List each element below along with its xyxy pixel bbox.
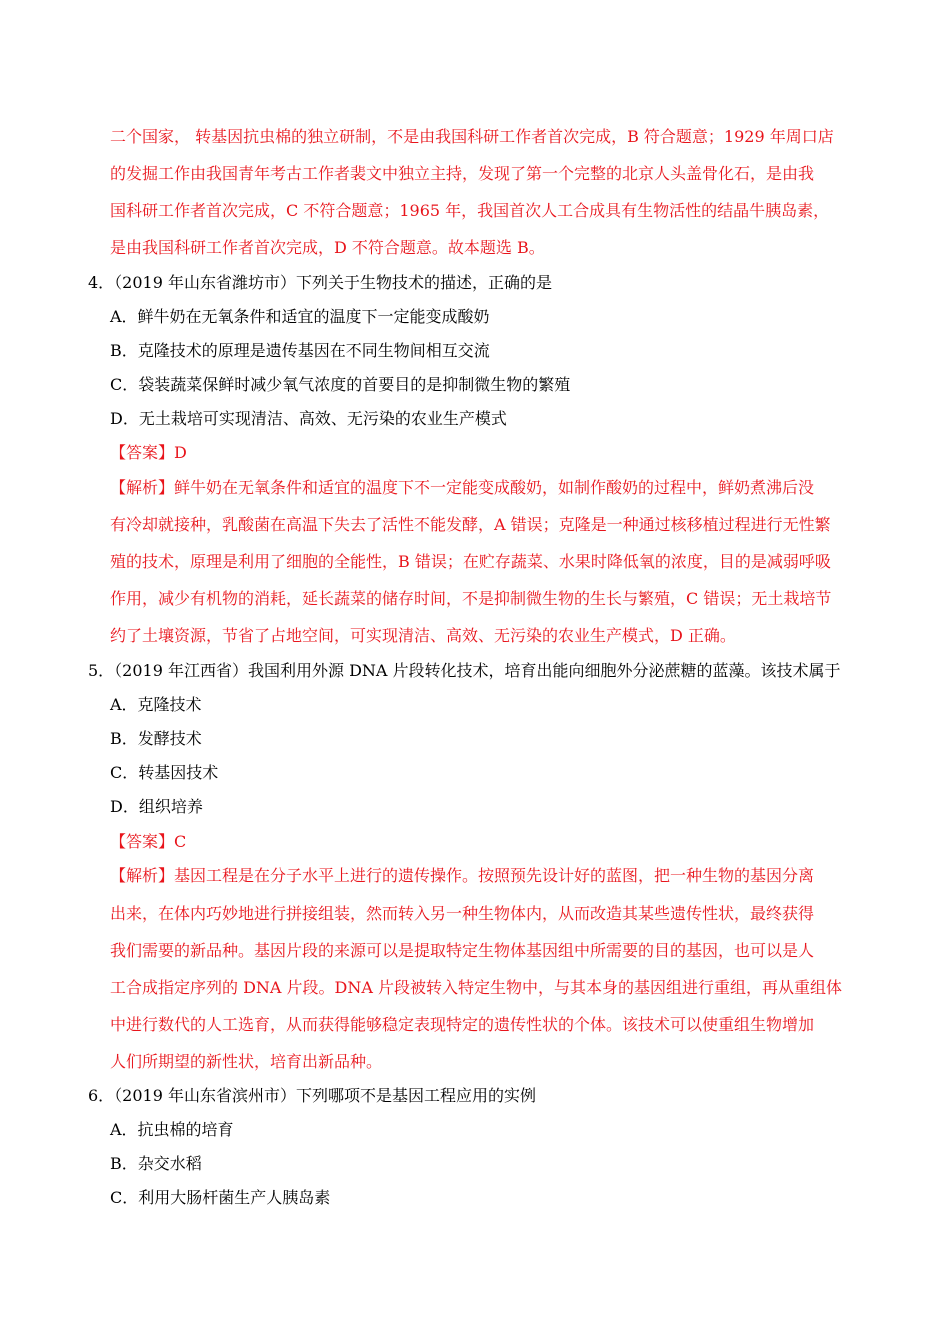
question-4-option-c: C．袋装蔬菜保鲜时减少氧气浓度的首要目的是抑制微生物的繁殖 bbox=[110, 375, 571, 394]
question-5-explanation-line: 工合成指定序列的 DNA 片段。DNA 片段被转入特定生物中，与其本身的基因组进行重组，再从重组体 bbox=[110, 978, 843, 997]
question-5-explanation-line: 我们需要的新品种。基因片段的来源可以是提取特定生物体基因组中所需要的目的基因，也可以是人 bbox=[110, 941, 815, 960]
q3-explanation-line: 国科研工作者首次完成，C 不符合题意；1965 年，我国首次人工合成具有生物活性的结晶牛胰岛素， bbox=[110, 201, 830, 220]
question-5-option-c: C．转基因技术 bbox=[110, 763, 219, 782]
q3-explanation-line: 是由我国科研工作者首次完成，D 不符合题意。故本题选 B。 bbox=[110, 238, 545, 257]
question-4-option-d: D．无土栽培可实现清洁、高效、无污染的农业生产模式 bbox=[110, 409, 507, 428]
question-5-explanation-line: 【解析】基因工程是在分子水平上进行的遗传操作。按照预先设计好的蓝图，把一种生物的基因分离 bbox=[110, 866, 815, 885]
question-5-explanation-line: 出来，在体内巧妙地进行拼接组装，然而转入另一种生物体内，从而改造其某些遗传性状，最终获得 bbox=[110, 904, 815, 923]
question-5-answer: 【答案】C bbox=[110, 832, 187, 851]
question-5-stem: 5．（2019 年江西省）我国利用外源 DNA 片段转化技术，培育出能向细胞外分泌蔗糖的蓝藻。该技术属于 bbox=[88, 661, 841, 680]
question-4-answer: 【答案】D bbox=[110, 443, 187, 462]
question-5-explanation-line: 中进行数代的人工选育，从而获得能够稳定表现特定的遗传性状的个体。该技术可以使重组生物增加 bbox=[110, 1015, 815, 1034]
q3-explanation-line: 的发掘工作由我国青年考古工作者裴文中独立主持，发现了第一个完整的北京人头盖骨化石，是由我 bbox=[110, 164, 815, 183]
question-6-option-c: C．利用大肠杆菌生产人胰岛素 bbox=[110, 1188, 331, 1207]
question-4-explanation-line: 约了土壤资源，节省了占地空间，可实现清洁、高效、无污染的农业生产模式，D 正确。 bbox=[110, 626, 736, 645]
question-5-option-a: A．克隆技术 bbox=[110, 695, 202, 714]
question-5-option-d: D．组织培养 bbox=[110, 797, 203, 816]
question-4-explanation-line: 【解析】鲜牛奶在无氧条件和适宜的温度下不一定能变成酸奶，如制作酸奶的过程中，鲜奶煮沸后没 bbox=[110, 478, 815, 497]
question-4-stem: 4．（2019 年山东省潍坊市）下列关于生物技术的描述，正确的是 bbox=[88, 273, 552, 292]
question-6-option-a: A．抗虫棉的培育 bbox=[110, 1120, 234, 1139]
question-4-explanation-line: 殖的技术，原理是利用了细胞的全能性，B 错误；在贮存蔬菜、水果时降低氧的浓度，目的是减弱呼吸 bbox=[110, 552, 831, 571]
question-5-explanation-line: 人们所期望的新性状，培育出新品种。 bbox=[110, 1052, 383, 1071]
question-5-option-b: B．发酵技术 bbox=[110, 729, 202, 748]
question-4-explanation-line: 作用，减少有机物的消耗，延长蔬菜的储存时间，不是抑制微生物的生长与繁殖，C 错误；无土栽培节 bbox=[110, 589, 832, 608]
question-4-option-b: B．克隆技术的原理是遗传基因在不同生物间相互交流 bbox=[110, 341, 490, 360]
question-4-explanation-line: 有冷却就接种，乳酸菌在高温下失去了活性不能发酵，A 错误；克隆是一种通过核移植过程进行无性繁 bbox=[110, 515, 831, 534]
question-6-stem: 6．（2019 年山东省滨州市）下列哪项不是基因工程应用的实例 bbox=[88, 1086, 536, 1105]
question-4-option-a: A．鲜牛奶在无氧条件和适宜的温度下一定能变成酸奶 bbox=[110, 307, 490, 326]
question-6-option-b: B．杂交水稻 bbox=[110, 1154, 202, 1173]
q3-explanation-line: 二个国家， 转基因抗虫棉的独立研制，不是由我国科研工作者首次完成，B 符合题意；1929 年周口店 bbox=[110, 127, 834, 146]
